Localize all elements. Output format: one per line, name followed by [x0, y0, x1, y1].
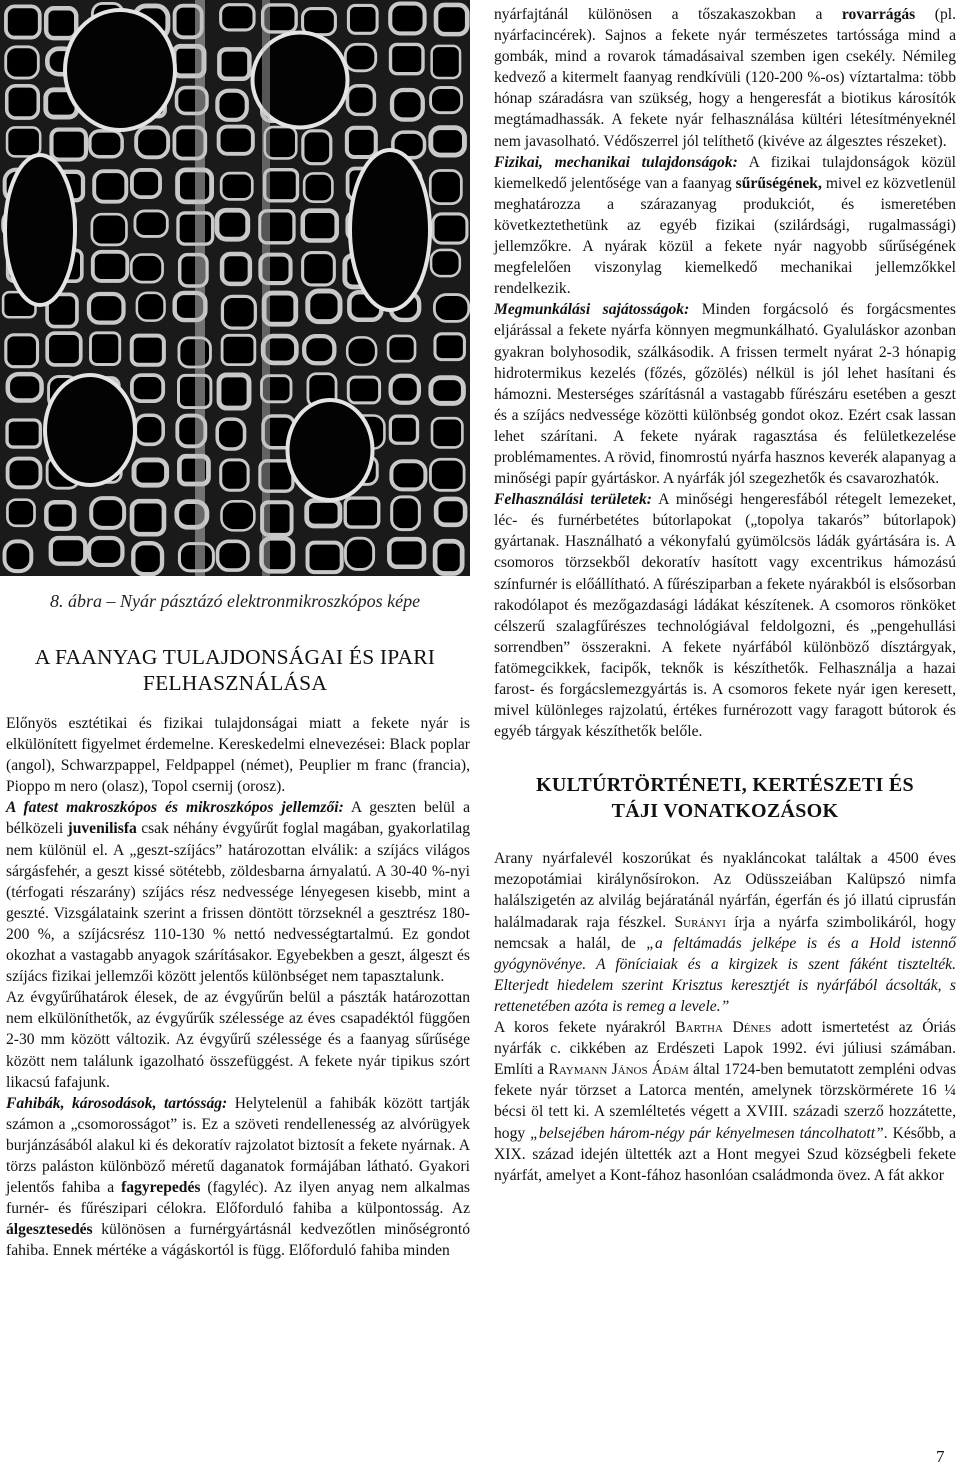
left-column-text: [6, 713, 470, 1261]
cell-lumen: [6, 335, 38, 367]
cell-lumen: [217, 210, 248, 239]
cell-lumen: [132, 336, 164, 365]
cell-lumen: [8, 374, 42, 400]
quotation: „belsejében három-négy pár kényelmesen táncolhatott”: [530, 1124, 884, 1142]
cell-lumen: [134, 460, 167, 485]
cell-lumen: [435, 334, 464, 360]
cell-lumen: [347, 337, 376, 364]
cell-lumen: [46, 8, 76, 38]
cell-lumen: [431, 128, 465, 155]
cell-lumen: [7, 127, 40, 156]
paragraph-physical-properties: Fizikai, mechanikai tulajdonságok: A fizikai tulajdonságok közül kiemelkedő jelentősége van a faanyag sűrűségének, mivel ez közvetlenül meghatározza a szárazanyag produkciót, és ismeretében következtethetünk az egyéb fizikai (szilárdsági, rugalmassági) jellemzőkre. A nyárak közül a fekete nyár nagyobb sűrűségének megfelelően viszonylag kiemelkedő mechanikai jellemzőkkel rendelkezik.: [494, 153, 956, 298]
cell-lumen: [222, 254, 250, 284]
cell-lumen: [6, 6, 40, 37]
cell-lumen: [436, 499, 465, 525]
cell-lumen: [303, 211, 337, 241]
cell-lumen: [431, 87, 462, 112]
paragraph-lead: Fahibák, károsodások, tartósság:: [6, 1094, 228, 1112]
page-number: 7: [936, 1447, 945, 1466]
cell-lumen: [303, 131, 331, 164]
ray-band: [262, 0, 270, 576]
vessel-pore: [288, 400, 373, 500]
bold-term: rovarrágás: [841, 6, 916, 23]
cell-lumen: [345, 538, 373, 569]
vessel-pore: [350, 150, 430, 310]
cell-lumen: [390, 416, 417, 443]
cell-lumen: [434, 295, 468, 322]
vessel-pore: [5, 155, 75, 305]
sem-micrograph-figure: [0, 0, 470, 576]
cell-lumen: [222, 335, 255, 364]
cell-lumen: [221, 173, 252, 199]
cell-lumen: [348, 5, 377, 33]
paragraph-lead: Megmunkálási sajátosságok:: [494, 301, 690, 319]
cell-lumen: [389, 539, 424, 567]
cell-lumen: [388, 336, 415, 361]
cell-lumen: [135, 211, 167, 237]
cell-lumen: [222, 296, 255, 328]
cell-lumen: [432, 46, 460, 78]
cell-lumen: [8, 459, 41, 488]
section-title-line: KULTÚRTÖRTÉNETI, KERTÉSZETI ÉS: [536, 774, 914, 797]
cell-lumen: [431, 250, 460, 276]
cell-lumen: [219, 49, 249, 78]
section-title-wood-properties: [0, 644, 470, 696]
ray-band: [195, 0, 205, 576]
bold-term: álgesztesedés: [6, 1221, 93, 1239]
cell-lumen: [179, 338, 210, 367]
cell-lumen: [307, 501, 340, 526]
cell-lumen: [94, 171, 126, 201]
cell-lumen: [51, 538, 85, 564]
cell-lumen: [303, 9, 336, 35]
poplar-wood-sem-image: [0, 0, 470, 576]
cell-lumen: [90, 333, 119, 365]
vessel-pore: [65, 10, 175, 130]
cell-lumen: [218, 541, 248, 570]
cell-lumen: [131, 255, 162, 283]
cell-lumen: [347, 128, 376, 157]
author-name: Raymann János Ádám: [548, 1061, 689, 1079]
cell-lumen: [430, 459, 464, 490]
cell-lumen: [304, 336, 334, 363]
cell-lumen: [135, 415, 163, 444]
cell-lumen: [345, 498, 379, 527]
cell-lumen: [178, 170, 212, 202]
cell-lumen: [132, 375, 163, 401]
paragraph-trade-names: Előnyös esztétikai és fizikai tulajdonságai miatt a fekete nyár is elkülönített figyelmet érdemelne. Kereskedelmi elnevezései: Black poplar (angol), Schwarzpappel, Feldpappel (német), Peuplier m franc (francia), Pioppo m nero (olasz), Topol csernij (orosz).: [6, 715, 470, 796]
cell-lumen: [435, 541, 462, 573]
cell-lumen: [136, 127, 168, 157]
cell-lumen: [132, 170, 160, 197]
cell-lumen: [217, 419, 244, 449]
cell-lumen: [92, 214, 127, 245]
cell-lumen: [391, 44, 423, 73]
paragraph-durability: nyárfajtánál különösen a tőszakaszokban a rovarrágás (pl. nyárfacincérek). Sajnos a fekete nyár természetes tartóssága mind a gombák, mind a rovarok támadásaival szemben igen csekély. Némileg kedvező a kitermelt faanyag rendkívüli (120-200 %-os) víztartalma: több hónap száradásra van szükség, hogy a hengeresfát a biotikus károsítók megtámadhassák. A fekete nyár felhasználása kültéri létesítményeknél nem javasolható. Védőszerrel jól telíthető (kivéve az álgesztes részeket).: [494, 6, 956, 150]
cell-lumen: [133, 543, 162, 574]
paragraph-machining: Megmunkálási sajátosságok: Minden forgácsoló és forgácsmentes eljárással a fekete nyárfa könnyen megmunkálható. Gyaluláskor azonban gyakran bolyhosodik, szálkásodik. A frissen termelt nyárat 2-3 hónapig hidrotermikus kezelés (főzés, gőzölés) nélkül is jól lehet hasítani és hámozni. Mesterséges szárításnál a vastagabb fűrészáru esetében a geszt és a szíjács nedvessége közötti különbség gondot okoz. Ezért csak lassan lehet szárítani. A fekete nyárak ragasztása és felületkezelése problémamentes. A rövid, finomrostú nyárfa hasznos keverék alapanyag a minőségi papír gyártáskor. A nyárfák jól szegezhetők és csavarozhatók.: [494, 301, 956, 488]
cell-lumen: [391, 461, 425, 489]
cell-lumen: [390, 4, 424, 34]
bold-term: juvenilisfa: [67, 820, 137, 838]
paragraph-lead: Felhasználási területek:: [494, 491, 652, 509]
cell-lumen: [221, 5, 254, 30]
cell-lumen: [91, 498, 124, 528]
cell-lumen: [7, 86, 39, 118]
cell-lumen: [7, 420, 40, 447]
cell-lumen: [221, 501, 254, 530]
cell-lumen: [90, 131, 122, 157]
cell-lumen: [433, 214, 467, 243]
cell-lumen: [51, 130, 85, 160]
cell-lumen: [217, 91, 246, 120]
section-title-line: FELHASZNÁLÁSA: [142, 671, 328, 695]
cell-lumen: [391, 376, 419, 403]
quotation: „a feltámadás jelképe is és a Hold istennő gyógynövénye. A föníciaiak és a kirgizek is szent fáként tisztelték. Elterjedt hiedelem szerint Krisztus keresztjét is nyárfából ácsolták, s rettenetében azóta is remeg a levele.”: [494, 934, 956, 1015]
paragraph-lead: Fizikai, mechanikai tulajdonságok:: [494, 153, 738, 171]
cell-lumen: [89, 294, 123, 323]
cell-lumen: [6, 47, 39, 78]
paragraph-lead: A fatest makroszkópos és mikroszkópos jellemzői:: [6, 799, 344, 817]
cell-lumen: [178, 375, 210, 407]
cell-lumen: [430, 170, 461, 203]
bold-term: sűrűségének,: [735, 174, 822, 192]
author-name: Bartha Dénes: [675, 1019, 772, 1037]
cell-lumen: [132, 501, 164, 534]
cell-lumen: [436, 5, 467, 34]
cell-lumen: [432, 418, 462, 447]
cell-lumen: [345, 44, 375, 70]
cell-lumen: [137, 293, 165, 321]
figure-caption: 8. ábra – Nyár pásztázó elektronmikroszkópos képe: [49, 591, 421, 611]
section-title-line: TÁJI VONATKOZÁSOK: [611, 800, 839, 823]
paragraph-growth-rings: Az évgyűrűhatárok élesek, de az évgyűrűn belül a pászták határozottan nem elkülöníthetők, az évgyűrűk szélessége az éves csapadéktól függően 2-30 mm között változik. Az évgyűrű szélessége és a faanyag sűrűsége között nem találunk igazolható összefüggést. A fekete nyár tipikus szórt likacsú fafajunk.: [6, 989, 470, 1091]
cell-lumen: [308, 291, 340, 322]
cell-lumen: [431, 378, 464, 404]
cell-lumen: [89, 538, 122, 565]
vessel-pore: [45, 375, 135, 485]
section-title-line: A FAANYAG TULAJDONSÁGAI ÉS IPARI: [34, 645, 436, 669]
cell-lumen: [219, 127, 253, 154]
bold-term: fagyrepedés: [121, 1179, 201, 1197]
cell-lumen: [392, 90, 423, 120]
cell-lumen: [221, 460, 248, 490]
cell-lumen: [303, 253, 335, 285]
paragraph-mythology: Arany nyárfalevél koszorúkat és nyakláncokat találtak a 4500 éves mezopotámiai királynősírokon. Az Odüsszeiában Kalüpszó nimfa halálszigetén az alvilág bejáratánál nyárfán, égerfán és jó illatú ciprusfán halálmadarak raja fészkel. Surányi írja a nyárfa szimbolikáról, hogy nemcsak a halál, de „a feltámadás jelképe is és a Hold istennő gyógynövénye. A föníciaiak és a kirgizek is szent fáként tisztelték. Elterjedt hiedelem szerint Krisztus keresztjét is nyárfából ácsolták, s rettenetében azóta is remeg a levele.”: [494, 850, 956, 1015]
paragraph-macro-micro: A fatest makroszkópos és mikroszkópos jellemzői: A geszten belül a bélközeli juvenilisfa csak néhány évgyűrűt foglal magában, gyakorlatilag nem különül el. A „geszt-szíjács” határozottan elválik: a szíjács világos sárgásfehér, a geszt kissé sötétebb, zöldesbarna árnyalatú. A 30-40 %-nyi (térfogati részarány) szíjács rész nedvessége lényegesen kisebb, mint a geszté. Vizsgálataink szerint a frissen döntött törzseknél a gesztrész 180-200 %, a szíjácsrész 110-130 % nettó nedvességtartalmú. Ez gondot okozhat a vastagabb anyagok szárításakor. Egyebekben a geszt, álgeszt és szíjács fizikai jellemzői között jelentős különbséget nem tapasztalunk.: [6, 799, 470, 986]
cell-lumen: [392, 497, 420, 530]
section-title-cultural-history: [494, 772, 956, 824]
cell-lumen: [219, 375, 249, 408]
author-name: Surányi: [674, 913, 726, 931]
cell-lumen: [46, 502, 74, 529]
cell-lumen: [347, 86, 374, 115]
cell-lumen: [308, 543, 342, 572]
paragraph-giant-poplars: A koros fekete nyárakról Bartha Dénes adott ismertetést az Óriás nyárfák c. cikkében az Erdészeti Lapok 1992. évi júliusi számában. Említi a Raymann János Ádám által 1724-ben bemutatott zempléni odvas fekete nyár törzset a Latorca mentén, amelynek törzskörmérete 16 ¼ bécsi öl tett ki. A szemléltetés végett a XVIII. századi szerző hozzátette, hogy „belsejében három-négy pár kényelmesen táncolhatott”. Később, a XIX. század idején ültették azt a Hont megyei Szud községbeli fekete nyárfát, amelyet a Kont-fához hasonlóan családmonda övez. A fát akkor: [494, 1019, 957, 1184]
cell-lumen: [5, 541, 32, 571]
cell-lumen: [348, 377, 379, 403]
paragraph-uses: Felhasználási területek: A minőségi hengeresfából rétegelt lemezeket, léc- és furnérbetétes bútorlapokat („topolya takarós” bútorlapok) gyártanak. Használható a vékonyfalú gyümölcsös ládák gyártására is. A csomoros törzsekből dekoratív hasított vagy excentrikus hámozású színfurnér is előállítható. A fűrésziparban a fekete nyárakból is elsősorban rakodólapot és mezőgazdasági ládákat készítenek. A csomoros rönköket célszerű szalagfűrészes technológiával feldolgozni, és „pengehullási sorrendben” összerakni. A fekete nyárfából különböző dísztárgyak, fatömegcikkek, facipők, teknők is készíthetők. Felhasználja a hazai farost- és forgácslemezgyártás is. A csomoros fekete nyár igen keresett, mivel különleges rajzolatú, értékes furnérozott vagy faragott bútorok és egyéb tárgyak készíthetők belőle.: [494, 491, 957, 741]
cell-lumen: [7, 500, 34, 526]
right-column-text: [494, 4, 956, 1186]
paragraph-defects: Fahibák, károsodások, tartósság: Helytelenül a fahibák között tartják számon a „csomorosságot” is. Ez a szöveti rendellenesség az alvórügyek burjánzásából alakul ki és dekoratív rajzolatot biztosít a fekete nyárnak. A törzs paláston különböző méretű daganatok formájában látható. Gyakori jelentős fahiba a fagyrepedés (fagyléc). Az ilyen anyag nem alkalmas furnér- és fűrészipari célokra. Előforduló fahiba a külpontosság. Az álgesztesedés különösen a furnérgyártásnál kedvezőtlen minőségrontó fahiba. Ennek mértéke a vágáskortól is függ. Előforduló fahiba minden: [6, 1094, 470, 1260]
cell-lumen: [47, 333, 81, 365]
cell-lumen: [93, 252, 127, 281]
cell-lumen: [304, 173, 332, 201]
